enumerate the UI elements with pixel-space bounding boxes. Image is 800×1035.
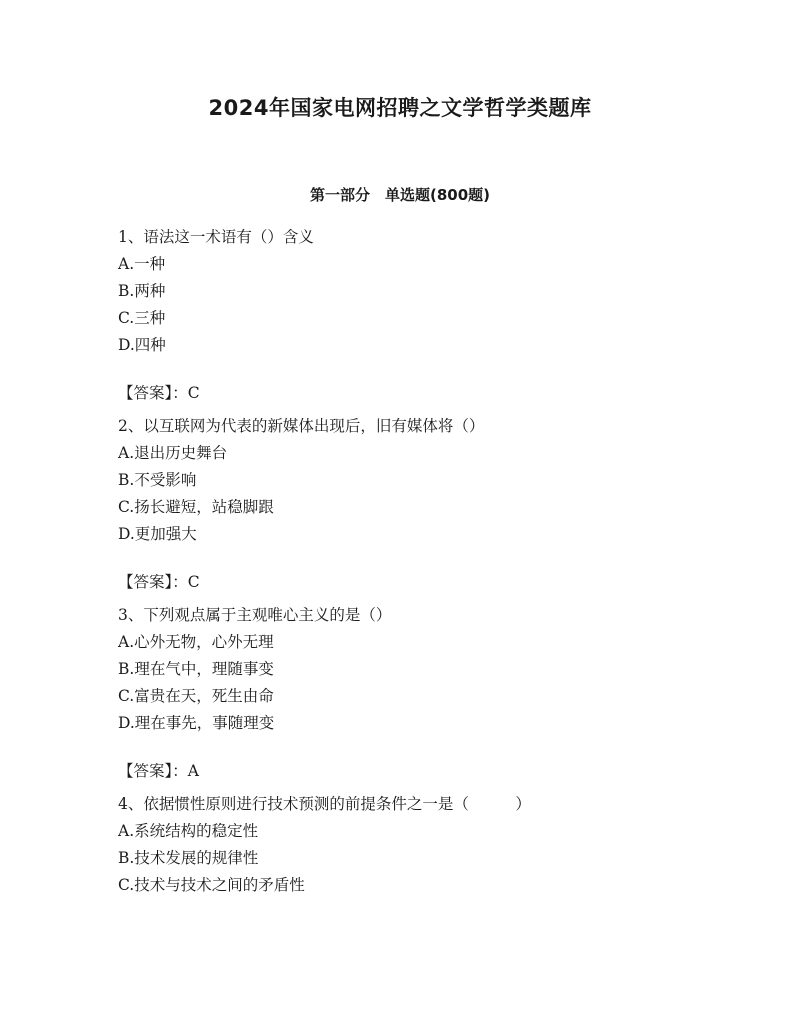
option-c: C.技术与技术之间的矛盾性 xyxy=(118,876,305,894)
answer-value: C xyxy=(187,384,200,402)
question-stem: 1、语法这一术语有（）含义 xyxy=(118,228,314,246)
question-2 xyxy=(118,413,718,596)
option-b: B.两种 xyxy=(118,282,166,300)
question-3 xyxy=(118,602,718,785)
answer-line xyxy=(118,569,718,596)
question-stem: 3、下列观点属于主观唯心主义的是（） xyxy=(118,606,392,624)
option-c: C.扬长避短，站稳脚跟 xyxy=(118,498,274,516)
question-1 xyxy=(118,224,718,407)
answer-label: 【答案】： xyxy=(118,762,188,780)
option-b: B.不受影响 xyxy=(118,471,197,489)
option-a: A.系统结构的稳定性 xyxy=(118,822,259,840)
answer-label: 【答案】： xyxy=(118,573,188,591)
option-a: A.一种 xyxy=(118,255,166,273)
answer-line xyxy=(118,380,718,407)
question-list xyxy=(118,224,718,899)
answer-value: C xyxy=(187,573,200,591)
answer-value: A xyxy=(187,762,199,780)
question-4 xyxy=(118,791,718,899)
option-d: D.更加强大 xyxy=(118,525,197,543)
option-c: C.富贵在天，死生由命 xyxy=(118,687,274,705)
document-title: 2024年国家电网招聘之文学哲学类题库 xyxy=(208,96,592,120)
option-c: C.三种 xyxy=(118,309,166,327)
option-a: A.心外无物，心外无理 xyxy=(118,633,274,651)
option-d: D.理在事先，事随理变 xyxy=(118,714,275,732)
question-stem: 2、以互联网为代表的新媒体出现后，旧有媒体将（） xyxy=(118,417,485,435)
section-title: 第一部分 单选题(800题) xyxy=(309,186,491,204)
question-stem: 4、依据惯性原则进行技术预测的前提条件之一是（ ） xyxy=(118,795,531,813)
option-d: D.四种 xyxy=(118,336,166,354)
option-b: B.技术发展的规律性 xyxy=(118,849,259,867)
option-b: B.理在气中，理随事变 xyxy=(118,660,274,678)
option-a: A.退出历史舞台 xyxy=(118,444,228,462)
answer-label: 【答案】： xyxy=(118,384,188,402)
answer-line xyxy=(118,758,718,785)
